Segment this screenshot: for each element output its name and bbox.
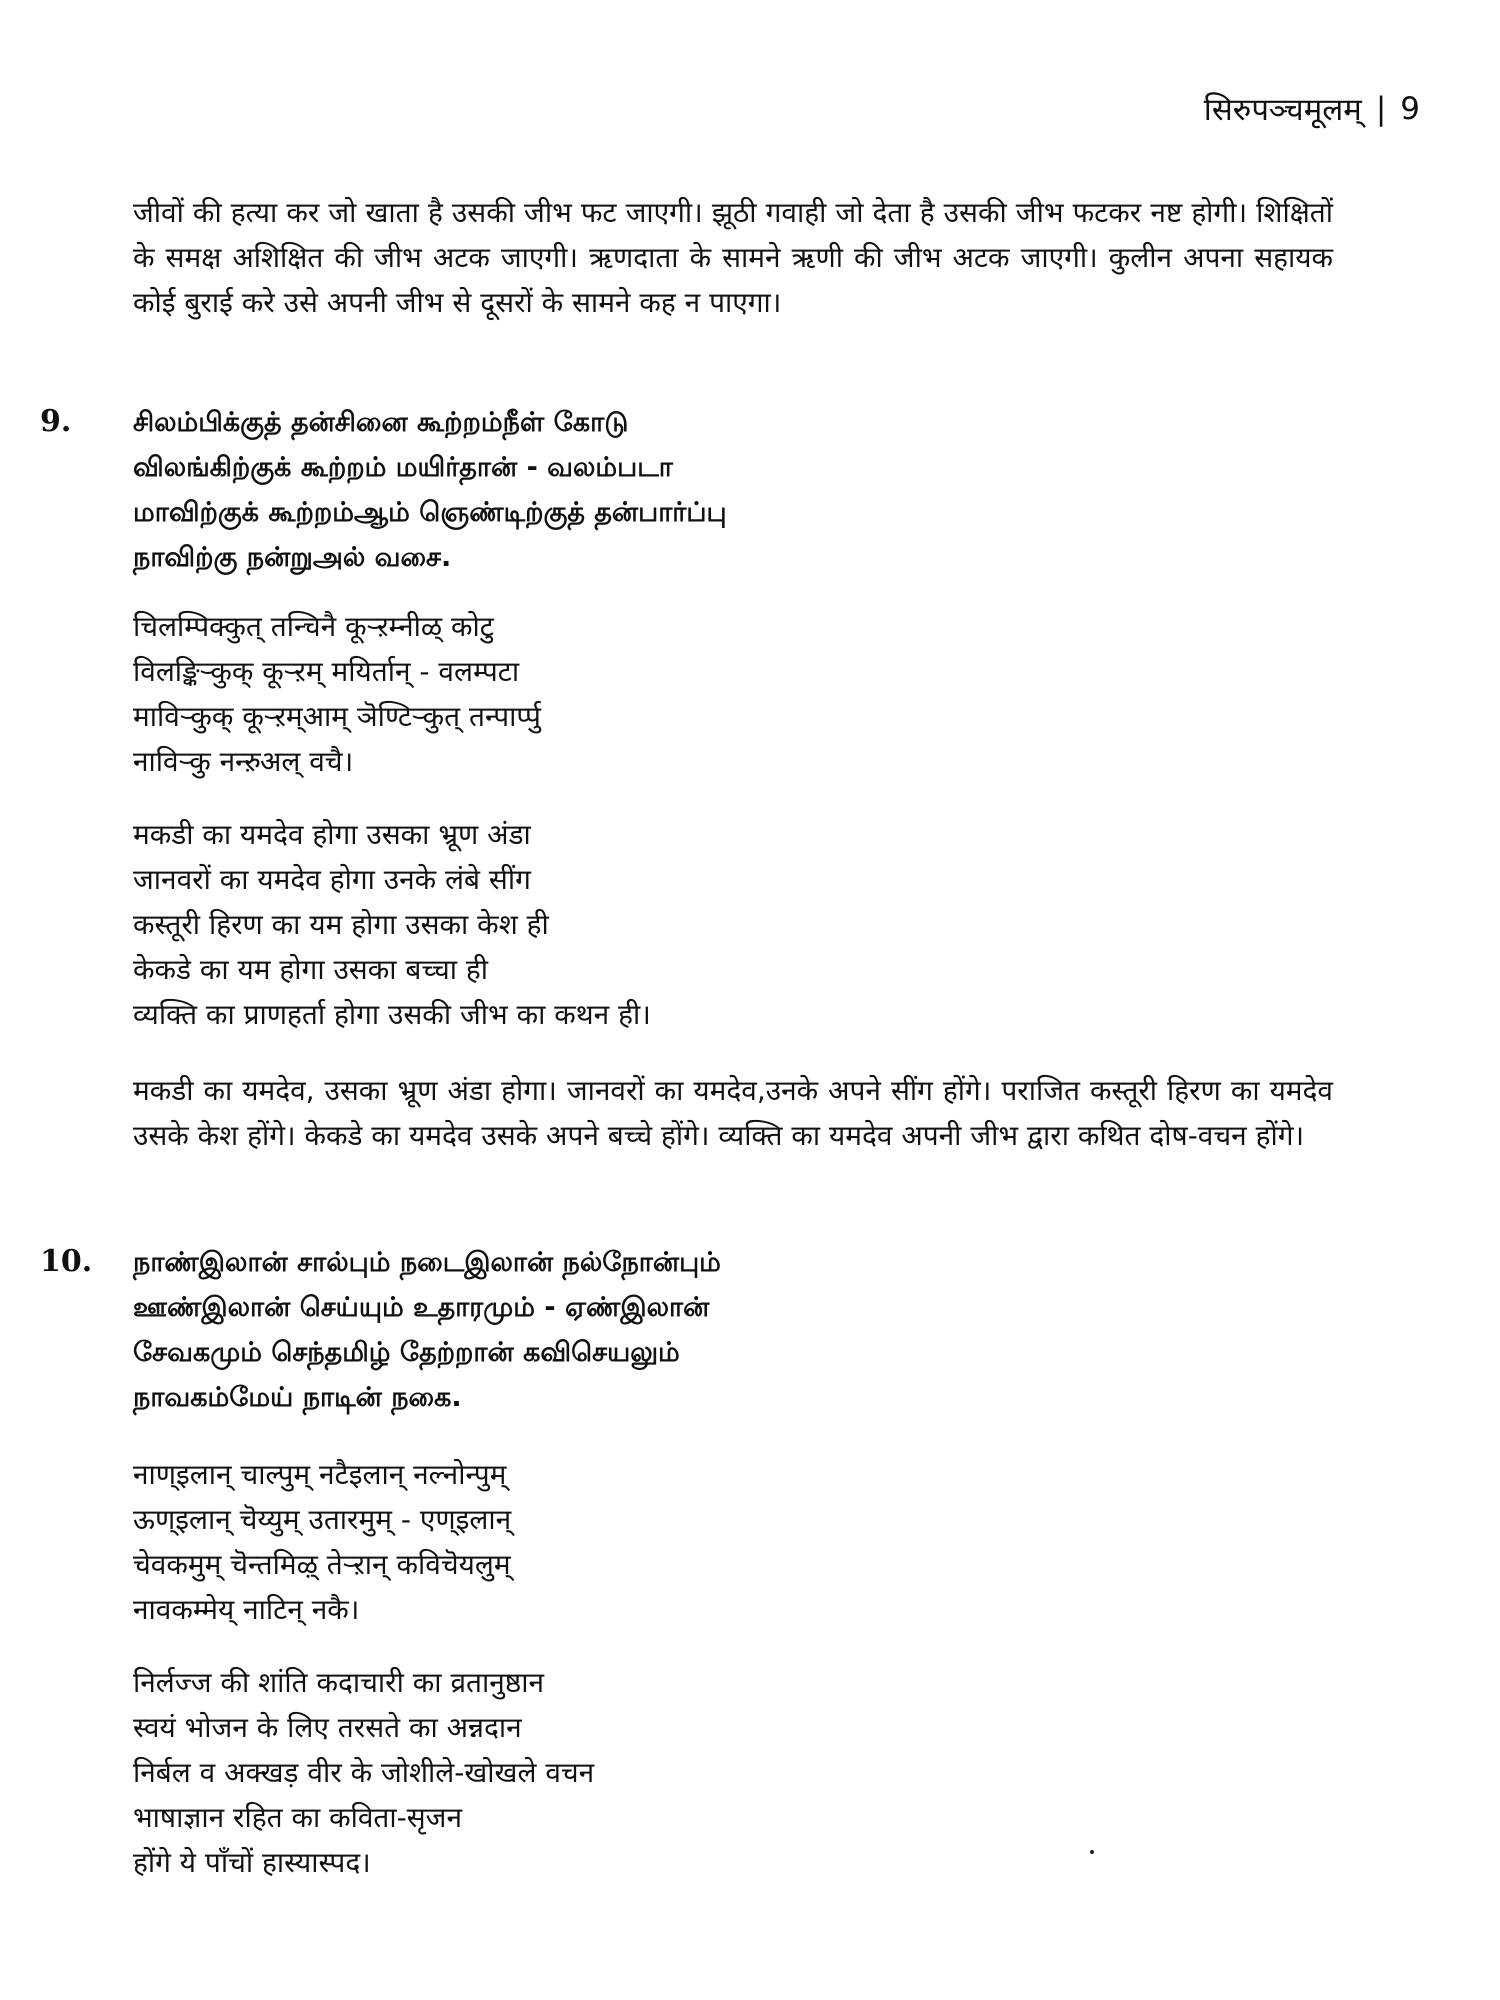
- page-number: 9: [1400, 91, 1420, 127]
- transliteration-line: नाण्इलान् चाल्पुम् नटैइलान् नल्नोन्पुम्: [133, 1458, 507, 1491]
- hindi-line: व्यक्ति का प्राणहर्ता होगा उसकी जीभ का कथन ही।: [133, 998, 651, 1031]
- verse-10-transliteration: [133, 1452, 511, 1632]
- verse-9-explanation: मकडी का यमदेव, उसका भ्रूण अंडा होगा। जानवरों का यमदेव,उनके अपने सींग होंगे। पराजित कस्तूरी हिरण का यमदेव उसके केश होंगे। केकडे का यमदेव उसके अपने बच्चे होंगे। व्यक्ति का यमदेव अपनी जीभ द्वारा कथित दोष-वचन होंगे।: [133, 1074, 1333, 1152]
- transliteration-line: चिलम्पिक्कुत् तन्चिनै कूऱ्ऱम्नीळ् कोटु: [133, 610, 494, 643]
- verse-9-transliteration: [133, 604, 541, 784]
- hindi-line: निर्बल व अक्खड़ वीर के जोशीले-खोखले वचन: [133, 1756, 595, 1789]
- verse-number-10: 10.: [40, 1244, 93, 1279]
- running-title: सिरुपञ्चमूलम्: [1203, 92, 1362, 128]
- tamil-line: ஊண்இலான் செய்யும் உதாரமும் - ஏண்இலான்: [133, 1292, 710, 1323]
- verse-number-9: 9.: [40, 404, 72, 439]
- hindi-line: होंगे ये पाँचों हास्यास्पद।: [133, 1846, 371, 1879]
- verse-9-hindi: [133, 812, 651, 1037]
- hindi-line: भाषाज्ञान रहित का कविता-सृजन: [133, 1801, 462, 1834]
- tamil-line: நாவிற்கு நன்றுஅல் வசை.: [133, 542, 452, 573]
- verse-10-tamil: [133, 1240, 721, 1420]
- hindi-line: जानवरों का यमदेव होगा उनके लंबे सींग: [133, 863, 531, 896]
- tamil-line: சேவகமும் செந்தமிழ் தேற்றான் கவிசெயலும்: [133, 1337, 680, 1368]
- hindi-line: स्वयं भोजन के लिए तरसते का अन्नदान: [133, 1711, 522, 1744]
- tamil-line: விலங்கிற்குக் கூற்றம் மயிர்தான் - வலம்படா: [133, 452, 673, 483]
- tamil-line: நாண்இலான் சால்பும் நடைஇலான் நல்நோன்பும்: [133, 1247, 721, 1278]
- stray-mark: [1090, 1850, 1094, 1854]
- hindi-line: केकडे का यम होगा उसका बच्चा ही: [133, 953, 488, 986]
- verse-10-hindi: [133, 1660, 594, 1885]
- transliteration-line: ऊण्इलान् चॆय्युम् उतारमुम् - एण्इलान्: [133, 1503, 512, 1536]
- hindi-line: निर्लज्ज की शांति कदाचारी का व्रतानुष्ठान: [133, 1666, 545, 1699]
- tamil-line: சிலம்பிக்குத் தன்சினை கூற்றம்நீள் கோடு: [133, 407, 629, 438]
- verse-9-tamil: [133, 400, 727, 580]
- transliteration-line: माविऱ्कुक् कूऱ्ऱम्आम् ञॆण्टिऱ्कुत् तन्पार्प्पु: [133, 700, 541, 733]
- tamil-line: நாவகம்மேய் நாடின் நகை.: [133, 1382, 462, 1413]
- intro-paragraph: जीवों की हत्या कर जो खाता है उसकी जीभ फट जाएगी। झूठी गवाही जो देता है उसकी जीभ फटकर नष्ट होगी। शिक्षितों के समक्ष अशिक्षित की जीभ अटक जाएगी। ऋणदाता के सामने ऋणी की जीभ अटक जाएगी। कुलीन अपना सहायक कोई बुराई करे उसे अपनी जीभ से दूसरों के सामने कह न पाएगा।: [133, 196, 1333, 319]
- transliteration-line: नाविऱ्कु नन्ऱुअल् वचै।: [133, 745, 354, 778]
- page-header: [1204, 88, 1420, 130]
- tamil-line: மாவிற்குக் கூற்றம்ஆம் ஞெண்டிற்குத் தன்பார்ப்பு: [133, 497, 727, 528]
- header-separator: |: [1375, 91, 1387, 127]
- transliteration-line: नावकम्मेय् नाटिन् नकै।: [133, 1593, 360, 1626]
- hindi-line: कस्तूरी हिरण का यम होगा उसका केश ही: [133, 908, 549, 941]
- transliteration-line: विलङ्किऱ्कुक् कूऱ्ऱम् मयिर्तान् - वलम्पटा: [133, 655, 520, 688]
- hindi-line: मकडी का यमदेव होगा उसका भ्रूण अंडा: [133, 818, 531, 851]
- transliteration-line: चेवकमुम् चॆन्तमिऴ् तेऱ्ऱान् कविचॆयलुम्: [133, 1548, 511, 1581]
